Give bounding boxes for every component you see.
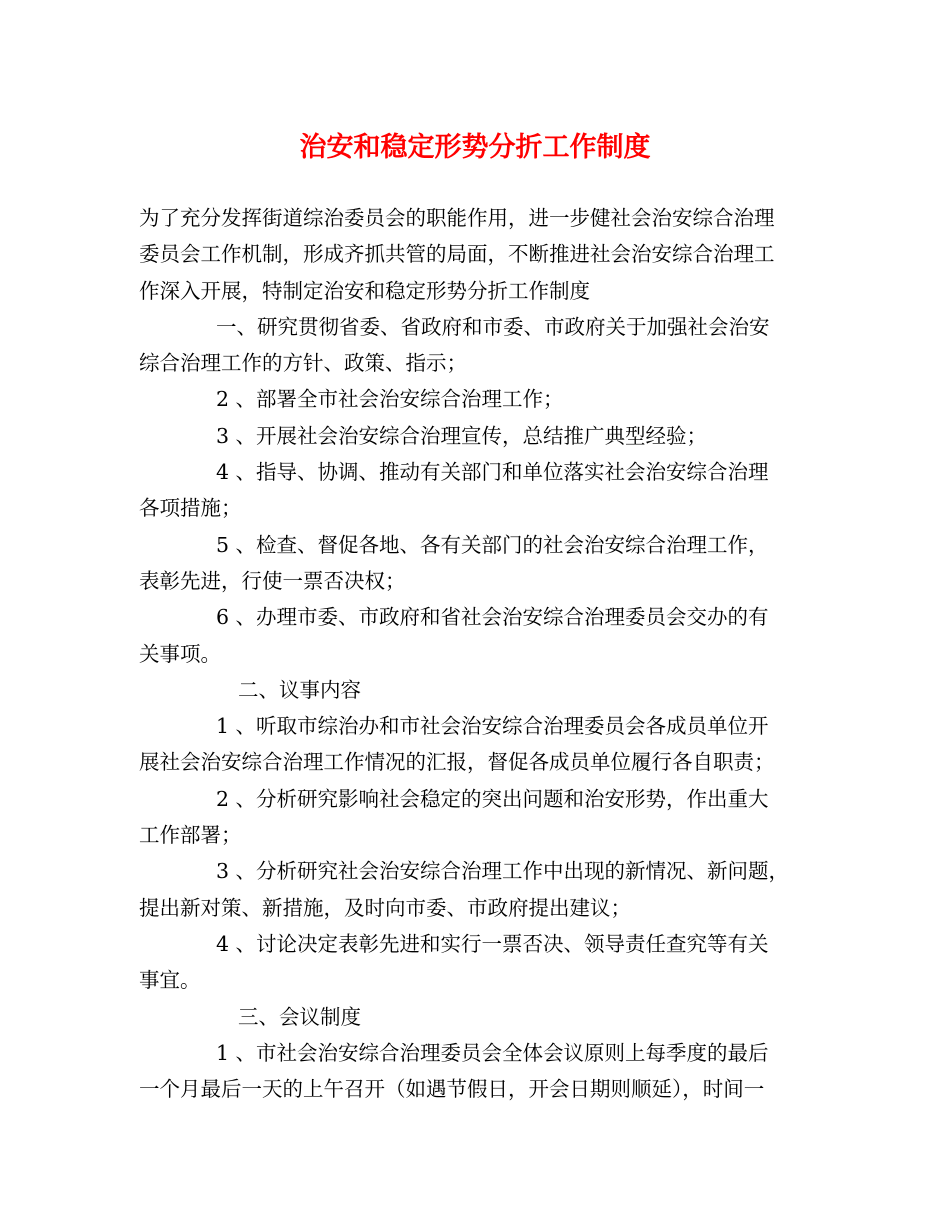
- paragraph-line: 1 、市社会治安综合治理委员会全体会议原则上每季度的最后: [216, 1040, 769, 1065]
- paragraph-line: 3 、开展社会治安综合治理宣传，总结推广典型经验；: [216, 423, 708, 448]
- paragraph-line: 2 、部署全市社会治安综合治理工作；: [216, 387, 564, 412]
- paragraph-line: 4 、指导、协调、推动有关部门和单位落实社会治安综合治理: [216, 460, 769, 485]
- paragraph-line: 提出新对策、新措施，及时向市委、市政府提出建议；: [139, 895, 631, 920]
- paragraph-line: 委员会工作机制，形成齐抓共管的局面，不断推进社会治安综合治理工: [139, 242, 775, 267]
- paragraph-line: 4 、讨论决定表彰先进和实行一票否决、领导责任查究等有关: [216, 931, 769, 956]
- paragraph-line: 6 、办理市委、市政府和省社会治安综合治理委员会交办的有: [216, 605, 769, 630]
- paragraph-line: 作深入开展，特制定治安和稳定形势分折工作制度: [139, 278, 590, 303]
- section-heading: 三、会议制度: [238, 1004, 361, 1029]
- paragraph-line: 各项措施；: [139, 496, 242, 521]
- paragraph-line: 事宜。: [139, 968, 201, 993]
- paragraph-line: 工作部署；: [139, 823, 242, 848]
- paragraph-line: 1 、听取市综治办和市社会治安综合治理委员会各成员单位开: [216, 714, 769, 739]
- paragraph-line: 综合治理工作的方针、政策、指示；: [139, 351, 467, 376]
- document-title: 治安和稳定形势分折工作制度: [299, 132, 651, 163]
- paragraph-line: 展社会治安综合治理工作情况的汇报，督促各成员单位履行各自职责；: [139, 750, 775, 775]
- paragraph-line: 一、研究贯彻省委、省政府和市委、市政府关于加强社会治安: [216, 314, 770, 339]
- paragraph-line: 5 、检查、督促各地、各有关部门的社会治安综合治理工作，: [216, 532, 769, 557]
- paragraph-line: 一个月最后一天的上午召开（如遇节假日，开会日期则顺延），时间一: [139, 1077, 765, 1102]
- paragraph-line: 2 、分析研究影响社会稳定的突出问题和治安形势，作出重大: [216, 786, 769, 811]
- paragraph-line: 为了充分发挥街道综治委员会的职能作用，进一步健社会治安综合治理: [139, 206, 775, 230]
- paragraph-line: 关事项。: [139, 641, 221, 666]
- paragraph-line: 表彰先进，行使一票否决权；: [139, 568, 406, 593]
- document-body: [139, 200, 829, 1107]
- section-heading: 二、议事内容: [238, 677, 361, 702]
- paragraph-line: 3 、分析研究社会治安综合治理工作中出现的新情况、新问题，: [216, 859, 790, 884]
